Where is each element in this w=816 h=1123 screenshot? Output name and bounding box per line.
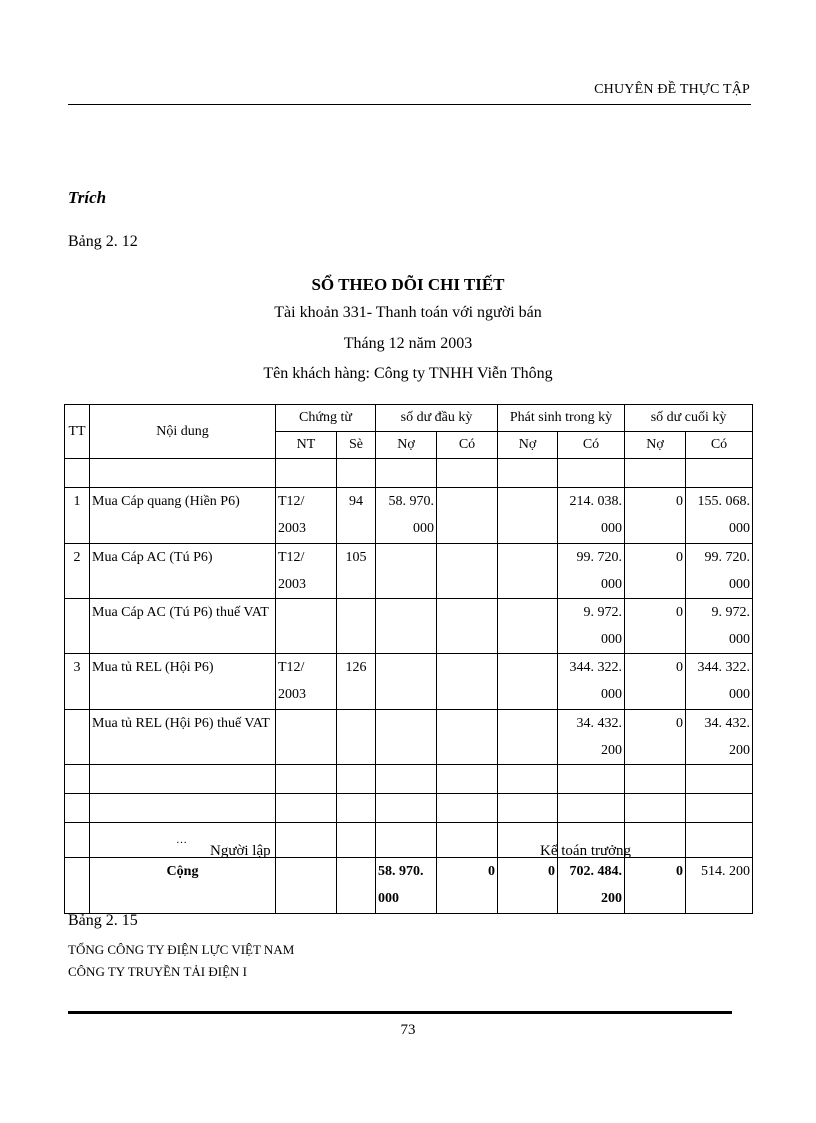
total-label: Cộng [90,858,276,914]
org-line-2: CÔNG TY TRUYỀN TẢI ĐIỆN I [68,964,247,979]
cell-per-co: 214. 038. 000 [558,488,625,544]
col-per-co-header: Có [558,432,625,459]
excerpt-label: Trích [68,188,107,207]
col-voucher-header: Chứng từ [276,405,376,432]
table-row [65,544,753,599]
cell-close-co: 9. 972. 000 [686,599,753,654]
table-label: Bảng 2. 12 [68,233,138,250]
document-header-title: CHUYÊN ĐỀ THỰC TẬP [594,82,750,97]
cell-close-no: 0 [625,654,686,710]
cell-per-co: 99. 720. 000 [558,544,625,599]
table-row-blank [65,765,753,794]
cell-tt [65,710,90,765]
preparer-signature-label: Người lập [210,843,271,859]
cell-nt [276,710,337,765]
total-close-no: 0 [625,858,686,914]
col-open-no-header: Nợ [376,432,437,459]
cell-so: 126 [337,654,376,710]
total-open-co: 0 [437,858,498,914]
total-close-co: 514. 200 [686,858,753,914]
col-tt-header: TT [65,405,90,459]
cell-per-no [498,599,558,654]
cell-per-no [498,544,558,599]
col-per-no-header: Nợ [498,432,558,459]
cell-content: Mua tủ REL (Hội P6) [90,654,276,710]
account-line: Tài khoản 331- Thanh toán với người bán [274,304,542,321]
table-row-blank [65,794,753,823]
header-rule [68,104,751,105]
period-line: Tháng 12 năm 2003 [343,335,473,352]
col-closing-header: số dư cuối kỳ [625,405,753,432]
cell-tt: 2 [65,544,90,599]
table-row [65,488,753,544]
cell-close-no: 0 [625,599,686,654]
cell-so [337,710,376,765]
cell-close-co: 34. 432. 200 [686,710,753,765]
col-close-co-header: Có [686,432,753,459]
ledger-table [64,404,753,914]
col-open-co-header: Có [437,432,498,459]
chief-accountant-signature-label: Kế toán trưởng [540,843,632,859]
cell-nt [276,599,337,654]
table-row-blank [65,459,753,488]
total-open-no: 58. 970. 000 [376,858,437,914]
total-per-no: 0 [498,858,558,914]
cell-open-no: 58. 970. 000 [376,488,437,544]
cell-open-co [437,599,498,654]
col-so-header: Sè [337,432,376,459]
cell-so: 94 [337,488,376,544]
next-table-label: Bảng 2. 15 [68,912,138,929]
cell-open-no [376,654,437,710]
cell-open-no [376,544,437,599]
table-row [65,654,753,710]
cell-open-co [437,488,498,544]
cell-open-co [437,544,498,599]
cell-nt: T12/ 2003 [276,544,337,599]
total-per-co: 702. 484. 200 [558,858,625,914]
cell-tt [65,599,90,654]
cell-open-co [437,710,498,765]
cell-close-no: 0 [625,710,686,765]
col-opening-header: số dư đầu kỳ [376,405,498,432]
cell-close-co: 99. 720. 000 [686,544,753,599]
cell-close-co: 344. 322. 000 [686,654,753,710]
cell-per-no [498,710,558,765]
cell-tt: 1 [65,488,90,544]
cell-nt: T12/ 2003 [276,654,337,710]
page-number: 73 [400,1022,416,1038]
cell-ellipsis: … [90,823,276,858]
col-nt-header: NT [276,432,337,459]
cell-close-no: 0 [625,488,686,544]
customer-line: Tên khách hàng: Công ty TNHH Viễn Thông [263,365,553,382]
cell-so [337,599,376,654]
table-row [65,599,753,654]
footer-rule [68,1011,732,1014]
col-content-header: Nội dung [90,405,276,459]
cell-per-co: 34. 432. 200 [558,710,625,765]
cell-open-no [376,599,437,654]
cell-so: 105 [337,544,376,599]
cell-content: Mua tủ REL (Hội P6) thuế VAT [90,710,276,765]
cell-content: Mua Cáp quang (Hiền P6) [90,488,276,544]
table-row-ellipsis [65,823,753,858]
col-close-no-header: Nợ [625,432,686,459]
cell-content: Mua Cáp AC (Tú P6) [90,544,276,599]
org-line-1: TỔNG CÔNG TY ĐIỆN LỰC VIỆT NAM [68,942,295,957]
cell-close-co: 155. 068. 000 [686,488,753,544]
cell-per-no [498,654,558,710]
cell-open-co [437,654,498,710]
table-row-total [65,858,753,914]
table-row [65,710,753,765]
cell-content: Mua Cáp AC (Tú P6) thuế VAT [90,599,276,654]
cell-per-no [498,488,558,544]
cell-nt: T12/ 2003 [276,488,337,544]
cell-per-co: 9. 972. 000 [558,599,625,654]
cell-close-no: 0 [625,544,686,599]
cell-open-no [376,710,437,765]
ledger-title: SỔ THEO DÕI CHI TIẾT [311,275,505,294]
cell-tt: 3 [65,654,90,710]
cell-per-co: 344. 322. 000 [558,654,625,710]
col-period-header: Phát sinh trong kỳ [498,405,625,432]
